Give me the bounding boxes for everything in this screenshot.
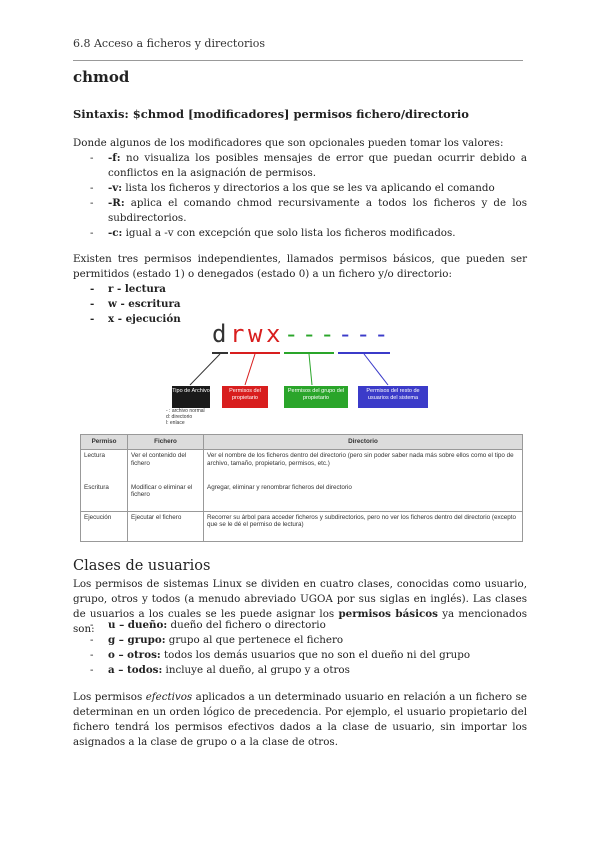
diagram-letter: r [230,320,245,348]
clase-text: todos los demás usuarios que no son el dueño ni del grupo [160,649,471,661]
table-row [81,450,523,482]
clase-text: incluye al dueño, al grupo y a otros [162,664,350,676]
clases-title: Clases de usuarios [73,558,211,574]
diagram-box-type: Tipo de Archivo [172,386,210,408]
clase-item [90,648,527,663]
modifier-text: aplica el comando chmod recursivamente a todos los ficheros y de los subdirectorios. [108,197,527,224]
table-header-row [81,435,523,450]
modifier-text: lista los ficheros y directorios a los que se les va aplicando el comando [122,182,495,194]
table-row [81,482,523,512]
clases-list [90,618,527,678]
diagram-letter: - [374,320,389,348]
diagram-box-group: Permisos del grupo del propietario [284,386,348,408]
table-row-divider [80,511,523,512]
diagram-note: - : archivo normal d: directorio l: enlace [166,408,205,426]
diagram-box-owner: Permisos del propietario [222,386,268,408]
modifier-flag: -f: [108,152,121,164]
table-row [81,512,523,542]
diagram-letter: - [338,320,353,348]
clase-key: o – otros: [108,649,161,661]
modifier-item [90,181,527,196]
clases-intro-tail: ya mencionados son: [73,608,527,635]
table-cell: Ver el contenido del fichero [128,450,204,482]
table-cell: Ejecutar el fichero [128,512,204,542]
table-header: Fichero [128,435,204,450]
table-cell: Modificar o eliminar el fichero [128,482,204,512]
permiso-item: - r - lectura [90,282,527,297]
modifier-text: igual a -v con excepción que solo lista los ficheros modificados. [122,227,456,239]
permiso-item: - x - ejecución [90,312,527,327]
modifier-item [90,196,527,226]
section-title: chmod [73,68,130,86]
clase-text: grupo al que pertenece el fichero [165,634,344,646]
efectivos-italic: efectivos [145,691,193,703]
modifier-item [90,151,527,181]
permissions-table [80,434,523,542]
efectivos-paragraph [73,690,527,750]
clase-key: u – dueño: [108,619,168,631]
table-cell: Lectura [81,450,128,482]
efectivos-text: Los permisos [73,691,146,703]
diagram-letter: - [302,320,317,348]
modifier-flag: -v: [108,182,123,194]
clase-item [90,633,527,648]
diagram-letter: - [284,320,299,348]
modifier-text: no visualiza los posibles mensajes de error que puedan ocurrir debido a conflictos en la asignación de permisos. [108,152,527,179]
modifier-flag: -c: [108,227,123,239]
modifiers-list [90,151,527,241]
diagram-letter: - [356,320,371,348]
diagram-letter: x [266,320,281,348]
running-header: 6.8 Acceso a ficheros y directorios [73,37,265,50]
table-header: Permiso [81,435,128,450]
clase-item [90,663,527,678]
diagram-box-others: Permisos del resto de usuarios del sistema [358,386,428,408]
table-header: Directorio [204,435,523,450]
table-cell: Recorrer su árbol para acceder ficheros y subdirectorios, pero no ver los ficheros dentro del directorio (excepto que se le dé el permiso de lectura) [204,512,523,542]
modifier-flag: -R: [108,197,125,209]
clase-key: g – grupo: [108,634,166,646]
clase-item [90,618,527,633]
diagram-letter: w [248,320,263,348]
permiso-item: - w - escritura [90,297,527,312]
permission-diagram [160,320,430,434]
diagram-letter: - [320,320,335,348]
table-cell: Agregar, eliminar y renombrar ficheros del directorio [204,482,523,512]
table-cell: Ejecución [81,512,128,542]
modifier-item [90,226,527,241]
clase-text: dueño del fichero o directorio [167,619,326,631]
clase-key: a – todos: [108,664,163,676]
clases-intro-text: Los permisos de sistemas Linux se dividen en cuatro clases, conocidas como usuario, grupo, otros y todos (a menudo abreviado UGOA por sus siglas en inglés). Las clases de usuarios a los cuales se les puede asignar los [73,578,527,620]
clases-intro-bold: permisos básicos [338,608,438,620]
permisos-intro: Existen tres permisos independientes, llamados permisos básicos, que pueden ser permitidos (estado 1) o denegados (estado 0) a un fichero y/o directorio: [73,253,527,280]
modifiers-intro: Donde algunos de los modificadores que son opcionales pueden tomar los valores: [73,137,504,149]
diagram-letter: d [212,320,227,348]
header-rule [73,60,523,61]
table-cell: Escritura [81,482,128,512]
efectivos-tail: aplicados a un determinado usuario en relación a un fichero se determinan en un orden lógico de precedencia. Por ejemplo, el usuario propietario del fichero tendrá los permisos efectivos dados a la clase de usuario, sin importar los asignados a la clase de grupo o a la clase de otros. [73,691,527,748]
table-cell: Ver el nombre de los ficheros dentro del directorio (pero sin poder saber nada más sobre ellos como el tipo de archivo, tamaño, propietario, permisos, etc.) [204,450,523,482]
syntax-line: Sintaxis: $chmod [modificadores] permisos fichero/directorio [73,107,469,121]
